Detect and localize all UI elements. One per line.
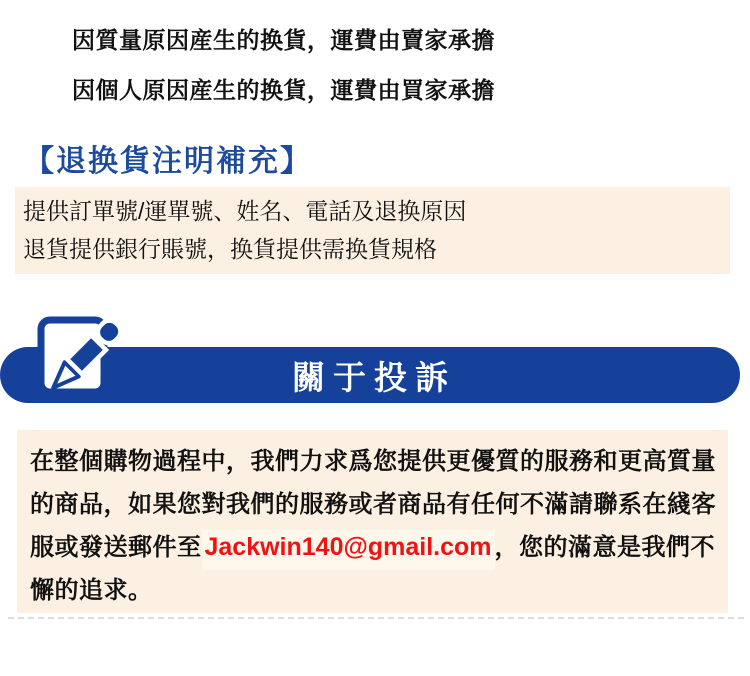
supplement-line-1: 提供訂單號/運單號、姓名、電話及退换原因	[23, 198, 467, 224]
exchange-note-quality: 因質量原因産生的换貨，運費由賣家承擔	[72, 27, 495, 53]
complaint-body	[30, 440, 722, 612]
support-email-link[interactable]: Jackwin140@gmail.com	[202, 530, 495, 570]
supplement-line-2: 退貨提供銀行賬號，换貨提供需换貨規格	[23, 236, 437, 262]
complaint-panel	[17, 430, 728, 613]
complaint-banner-title: 關于投訴	[292, 358, 456, 396]
complaint-body-before-email: 在整個購物過程中，我們力求爲您提供更優質的服務和更高質量的商品，如果您對我們的服務或者商品有任何不滿請聯系在綫客服或發送郵件至	[30, 448, 716, 561]
supplement-heading: 【退换貨注明補充】	[24, 145, 312, 178]
supplement-panel	[15, 187, 730, 274]
exchange-note-personal: 因個人原因産生的换貨，運費由買家承擔	[72, 77, 495, 103]
complaint-body-after-email: ，您的滿意是我們不懈的追求。	[30, 534, 716, 604]
edit-pencil-icon	[30, 300, 125, 405]
dashed-divider	[8, 617, 744, 619]
